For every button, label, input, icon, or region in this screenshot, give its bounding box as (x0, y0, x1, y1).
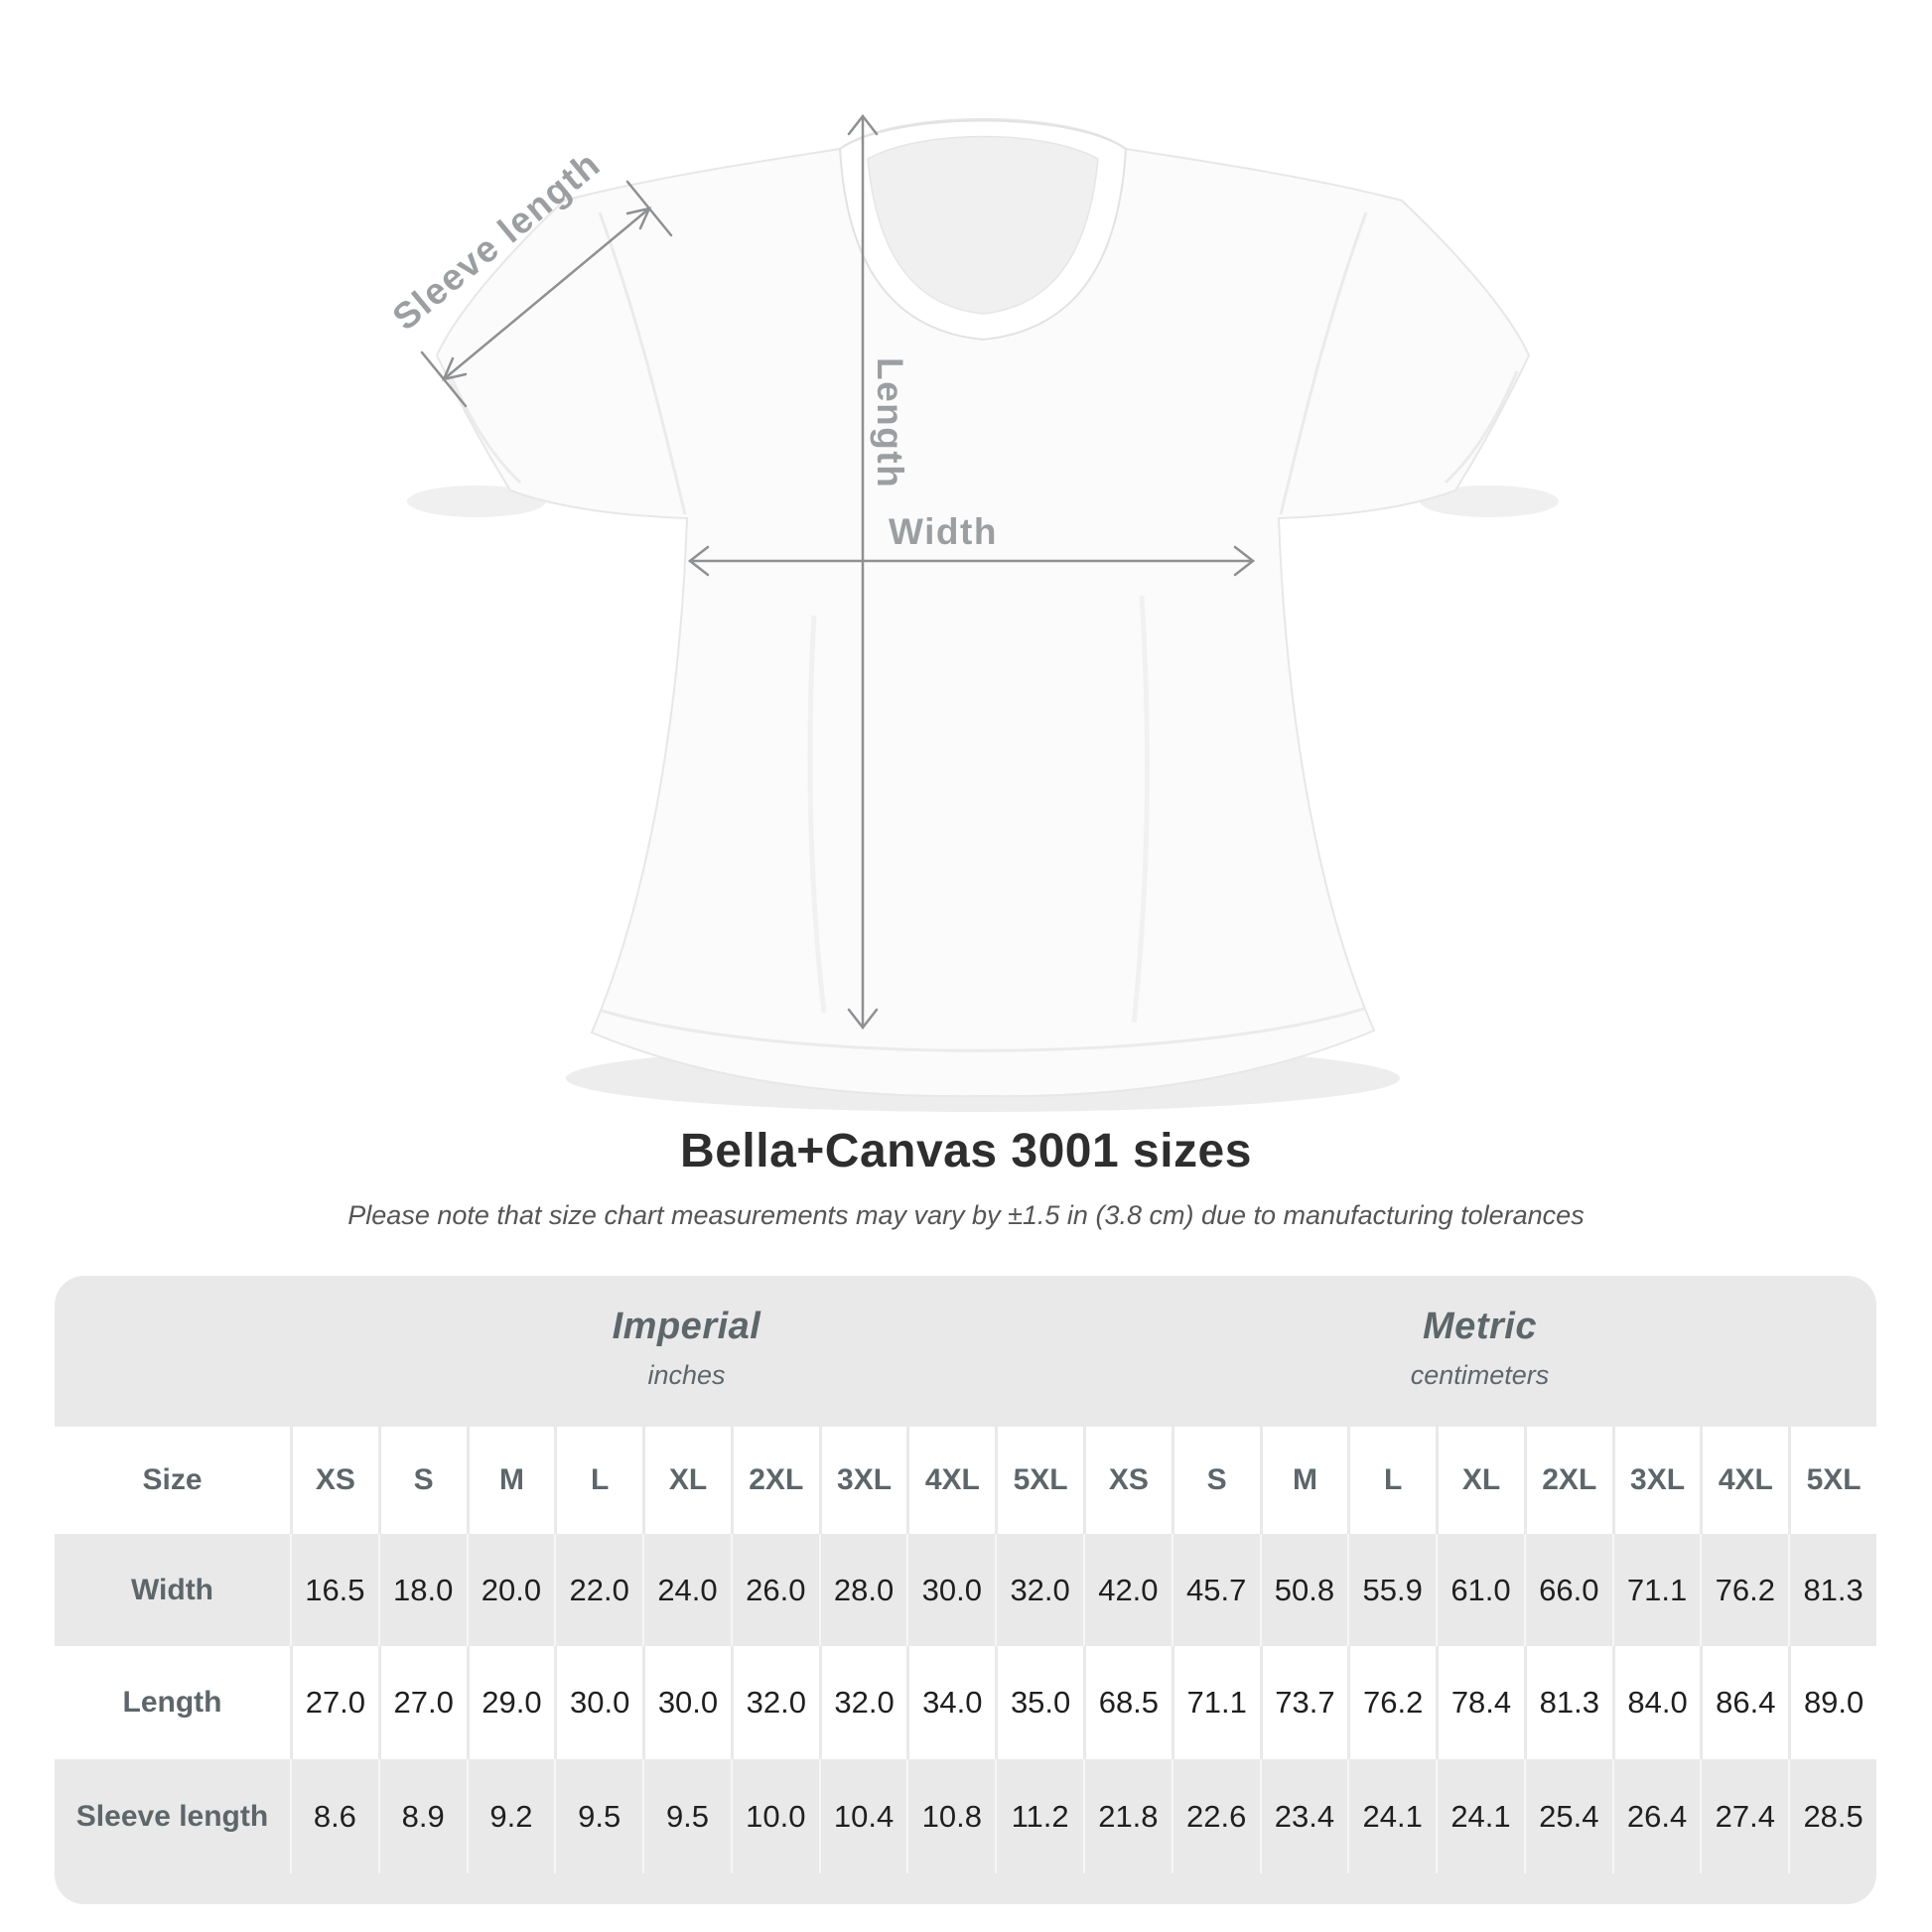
table-cell: 35.0 (995, 1646, 1083, 1759)
table-cell: 29.0 (467, 1646, 555, 1759)
table-cell: 32.0 (995, 1534, 1083, 1646)
row-label: Length (55, 1646, 290, 1759)
table-cell: 68.5 (1083, 1646, 1172, 1759)
table-cell: 81.3 (1788, 1534, 1876, 1646)
table-cell: 34.0 (906, 1646, 995, 1759)
size-col-header: XL (642, 1427, 731, 1534)
table-cell: 9.2 (467, 1759, 555, 1873)
metric-title: Metric (1423, 1306, 1537, 1347)
heading-block (0, 1124, 1932, 1231)
imperial-group-header (290, 1276, 1083, 1427)
table-cell: 26.4 (1612, 1759, 1701, 1873)
table-cell: 66.0 (1524, 1534, 1612, 1646)
table-cell: 9.5 (642, 1759, 731, 1873)
sleeve-length-label: Sleeve length (384, 143, 609, 339)
table-cell: 8.6 (290, 1759, 378, 1873)
table-cell: 24.1 (1347, 1759, 1436, 1873)
table-cell: 42.0 (1083, 1534, 1172, 1646)
table-cell: 30.0 (554, 1646, 642, 1759)
table-cell: 61.0 (1436, 1534, 1524, 1646)
page-subtitle: Please note that size chart measurements may vary by ±1.5 in (3.8 cm) due to manufacturing tolerances (347, 1200, 1585, 1230)
size-col-header: XL (1436, 1427, 1524, 1534)
metric-unit: centimeters (1410, 1360, 1550, 1390)
table-cell: 73.7 (1260, 1646, 1348, 1759)
imperial-title: Imperial (612, 1306, 761, 1347)
size-col-header: 4XL (1700, 1427, 1788, 1534)
size-table-panel (55, 1276, 1876, 1904)
table-cell: 16.5 (290, 1534, 378, 1646)
size-col-header: 2XL (1524, 1427, 1612, 1534)
table-cell: 22.0 (554, 1534, 642, 1646)
size-col-header: S (1172, 1427, 1260, 1534)
size-col-header: 5XL (995, 1427, 1083, 1534)
size-col-header: 2XL (731, 1427, 819, 1534)
size-col-header: 4XL (906, 1427, 995, 1534)
table-cell: 10.0 (731, 1759, 819, 1873)
table-cell: 28.5 (1788, 1759, 1876, 1873)
table-row-sleeve-length (55, 1759, 1876, 1873)
row-label: Width (130, 1573, 214, 1606)
size-col-header: S (378, 1427, 467, 1534)
unit-group-header-row (55, 1276, 1876, 1427)
table-cell: 71.1 (1172, 1646, 1260, 1759)
table-cell: 22.6 (1172, 1759, 1260, 1873)
table-cell: 25.4 (1524, 1759, 1612, 1873)
size-col-header: 3XL (819, 1427, 907, 1534)
table-cell: 21.8 (1083, 1759, 1172, 1873)
table-cell: 32.0 (819, 1646, 907, 1759)
table-cell: 32.0 (731, 1646, 819, 1759)
size-col-header: XS (290, 1427, 378, 1534)
metric-group-header (1083, 1276, 1876, 1427)
size-col-header: 5XL (1788, 1427, 1876, 1534)
size-col-header: M (1260, 1427, 1348, 1534)
size-col-header: M (467, 1427, 555, 1534)
size-col-header: XS (1083, 1427, 1172, 1534)
table-cell: 10.8 (906, 1759, 995, 1873)
table-cell: 20.0 (467, 1534, 555, 1646)
table-cell: 23.4 (1260, 1759, 1348, 1873)
page-title: Bella+Canvas 3001 sizes (680, 1125, 1252, 1177)
table-cell: 9.5 (554, 1759, 642, 1873)
table-cell: 28.0 (819, 1534, 907, 1646)
table-cell: 78.4 (1436, 1646, 1524, 1759)
table-cell: 27.0 (290, 1646, 378, 1759)
table-cell: 18.0 (378, 1534, 467, 1646)
table-cell: 50.8 (1260, 1534, 1348, 1646)
table-cell: 10.4 (819, 1759, 907, 1873)
table-cell: 11.2 (995, 1759, 1083, 1873)
table-cell: 86.4 (1700, 1646, 1788, 1759)
size-col-header: 3XL (1612, 1427, 1701, 1534)
corner-header: Size (55, 1427, 290, 1534)
table-cell: 76.2 (1347, 1646, 1436, 1759)
corner-spacer (55, 1276, 290, 1427)
table-cell: 8.9 (378, 1759, 467, 1873)
table-cell: 71.1 (1612, 1534, 1701, 1646)
table-cell: 76.2 (1700, 1534, 1788, 1646)
table-cell: 24.1 (1436, 1759, 1524, 1873)
table-cell: 27.4 (1700, 1759, 1788, 1873)
table-cell: 27.0 (378, 1646, 467, 1759)
width-label: Width (889, 511, 998, 552)
table-cell: 45.7 (1172, 1534, 1260, 1646)
table-cell: 84.0 (1612, 1646, 1701, 1759)
table-cell: 30.0 (642, 1646, 731, 1759)
table-cell: 89.0 (1788, 1646, 1876, 1759)
table-row-width (55, 1534, 1876, 1646)
imperial-unit: inches (647, 1360, 726, 1390)
table-cell: 81.3 (1524, 1646, 1612, 1759)
length-label: Length (870, 357, 910, 489)
table-row-length (55, 1646, 1876, 1759)
table-cell: 26.0 (731, 1534, 819, 1646)
size-col-header: L (554, 1427, 642, 1534)
size-header-row (55, 1427, 1876, 1534)
table-cell: 24.0 (642, 1534, 731, 1646)
row-label: Sleeve length (75, 1799, 269, 1833)
table-cell: 55.9 (1347, 1534, 1436, 1646)
size-col-header: L (1347, 1427, 1436, 1534)
table-cell: 30.0 (906, 1534, 995, 1646)
